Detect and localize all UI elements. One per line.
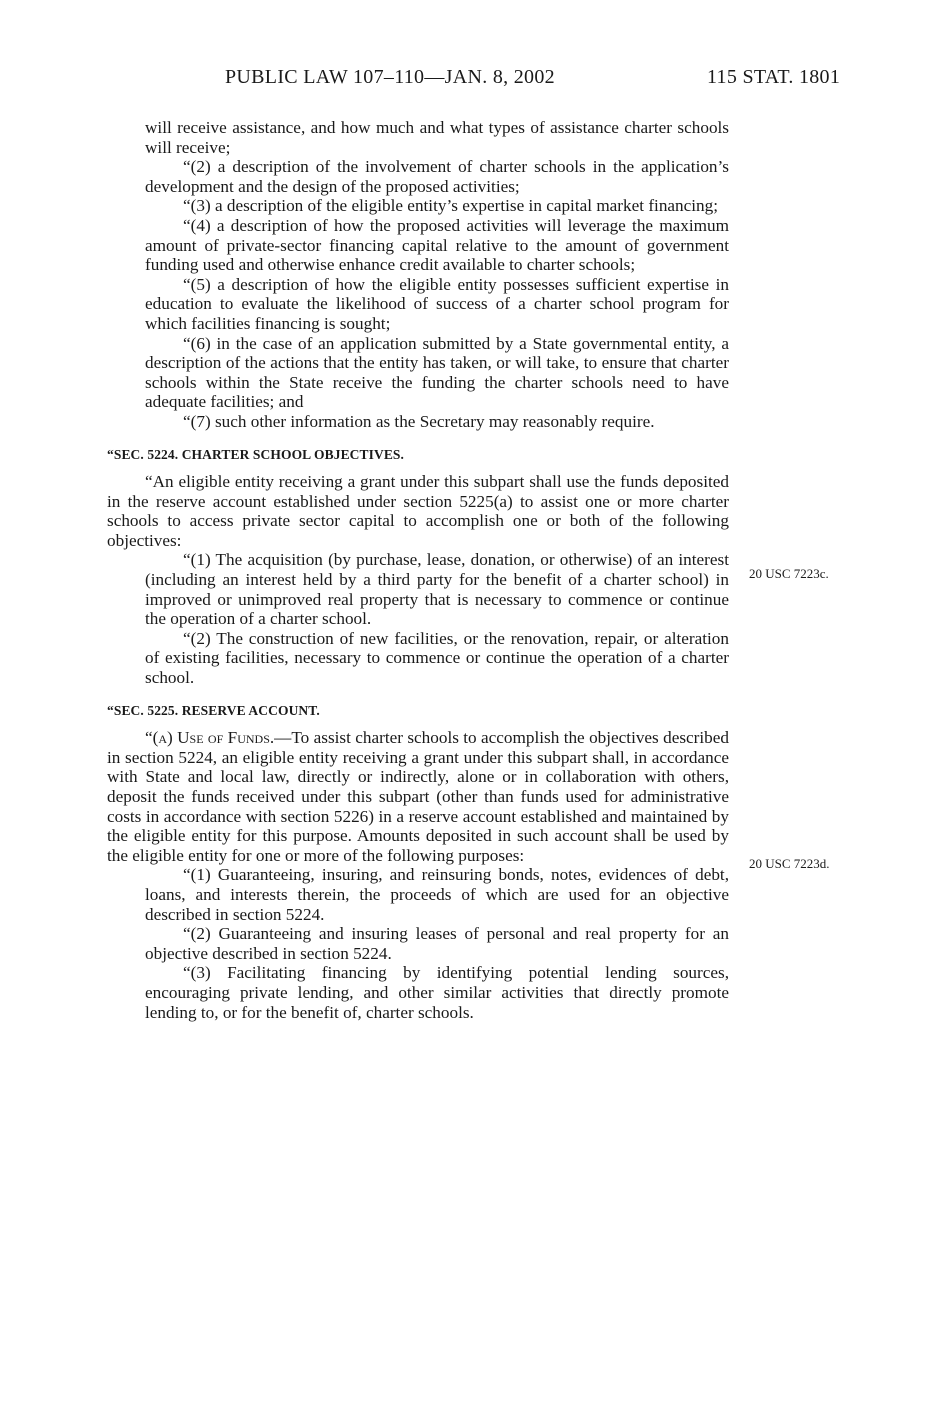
list-item-6: “(6) in the case of an application submitted by a State governmental entity, a description of the actions that the entity has taken, or will take, to ensure that charter schools within the State receive the funding the charter schools need to have adequate facilities; and (145, 333, 729, 412)
running-head: PUBLIC LAW 107–110—JAN. 8, 2002 (225, 66, 555, 88)
subsection-a-heading: “(a) Use of Funds. (145, 728, 275, 748)
margin-note-5224: 20 USC 7223c. (749, 566, 829, 581)
list-item-4: “(4) a description of how the proposed activities will leverage the maximum amount of private-sector financing capital relative to the amount of government funding used and otherwise enhance credit available to charter schools; (145, 215, 729, 275)
section-5224-item-2: “(2) The construction of new facilities, or the renovation, repair, or alteration of existing facilities, necessary to commence or continue the operation of a charter school. (145, 628, 729, 688)
section-5225-subsection-a (107, 728, 729, 865)
section-5224-intro: “An eligible entity receiving a grant under this subpart shall use the funds deposited in the reserve account established under section 5225(a) to assist one or more charter schools to access private sector capital to accomplish one or both of the following objectives: (107, 472, 729, 550)
list-item-5: “(5) a description of how the eligible entity possesses sufficient expertise in education to evaluate the likelihood of success of a charter school program for which facilities financing is sought; (145, 274, 729, 333)
margin-note-5225: 20 USC 7223d. (749, 856, 830, 871)
subsection-a-text: —To assist charter schools to accomplish the objectives described in section 5224, an eligible entity receiving a grant under this subpart shall, in accordance with State and local law, directly or indirectly, alone or in collaboration with others, deposit the funds received under this subpart (other than funds used for administrative costs in accordance with section 5226) in a reserve account established and maintained by the eligible entity for this purpose. Amounts deposited in such account shall be used by the eligible entity for one or more of the following purposes: (107, 728, 729, 865)
list-item-7: “(7) such other information as the Secretary may reasonably require. (183, 411, 655, 431)
page-number: 115 STAT. 1801 (707, 66, 841, 88)
section-5225-item-3: “(3) Facilitating financing by identifying potential lending sources, encouraging private lending, and other similar activities that directly promote lending to, or for the benefit of, charter schools. (145, 963, 729, 1022)
section-5224-item-1: “(1) The acquisition (by purchase, lease, donation, or otherwise) of an interest (including an interest held by a third party for the benefit of a charter school) in improved or unimproved real property that is necessary to commence or continue the operation of a charter school. (145, 550, 729, 629)
section-5225-item-1: “(1) Guaranteeing, insuring, and reinsuring bonds, notes, evidences of debt, loans, and interests therein, the proceeds of which are used for an objective described in section 5224. (145, 865, 729, 924)
body-text (107, 118, 729, 1022)
section-heading-5224: “SEC. 5224. CHARTER SCHOOL OBJECTIVES. (107, 446, 405, 462)
list-item-3: “(3) a description of the eligible entity’s expertise in capital market financing; (183, 196, 719, 216)
section-heading-5225: “SEC. 5225. RESERVE ACCOUNT. (107, 702, 320, 718)
continued-text: will receive assistance, and how much and what types of assistance charter schools will receive; (145, 118, 729, 157)
list-item-2: “(2) a description of the involvement of charter schools in the application’s development and the design of the proposed activities; (145, 157, 729, 196)
section-5225-item-2: “(2) Guaranteeing and insuring leases of personal and real property for an objective described in section 5224. (145, 924, 729, 963)
page-header (0, 66, 947, 96)
